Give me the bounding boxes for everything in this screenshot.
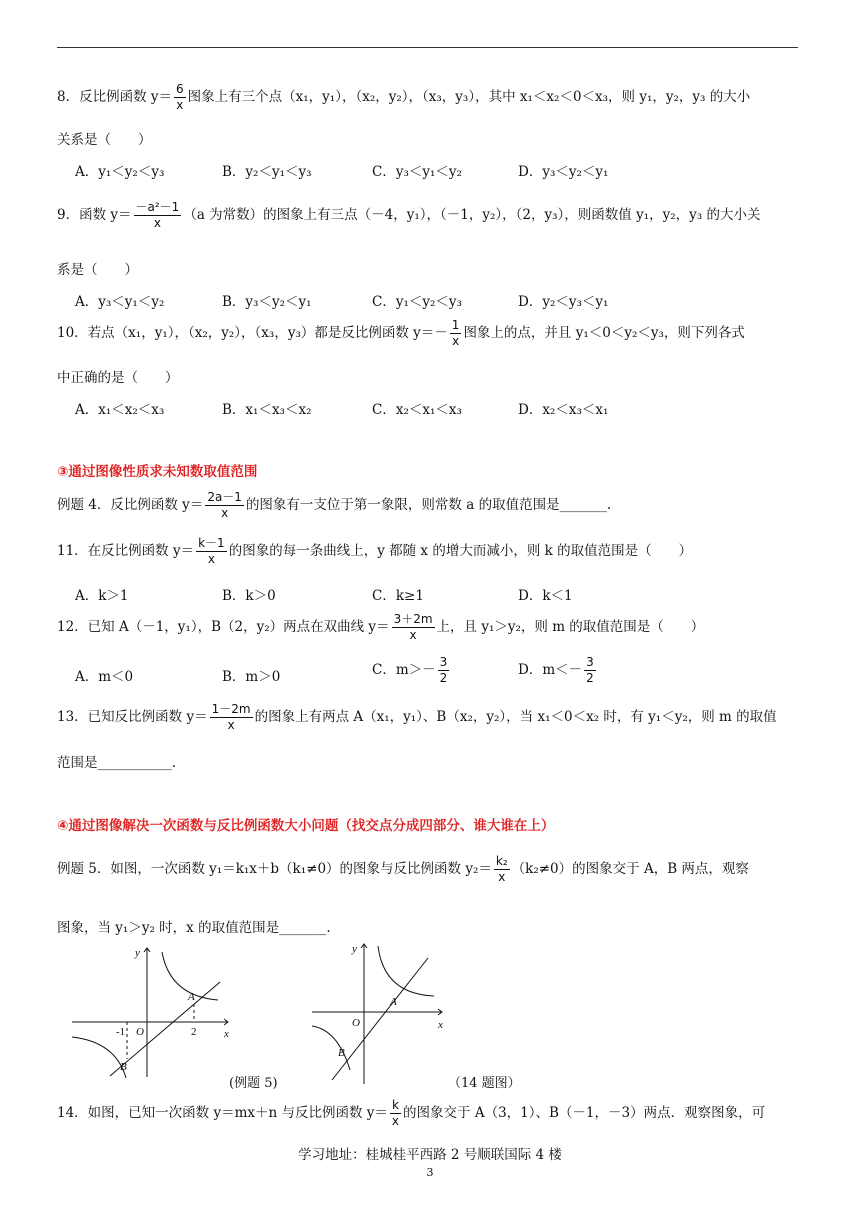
frac-den: 2 bbox=[586, 671, 594, 685]
footer-address: 学习地址：桂城桂平西路 2 号顺联国际 4 楼 bbox=[298, 1147, 562, 1163]
q12-option-c-fraction bbox=[438, 655, 450, 686]
q12-line bbox=[57, 612, 704, 643]
label-a: A bbox=[188, 991, 195, 1003]
frac-num: 6 bbox=[176, 82, 184, 96]
q12-option-c bbox=[372, 655, 451, 686]
q8-option-b: B．y₂＜y₁＜y₃ bbox=[222, 164, 312, 180]
q10-line1 bbox=[57, 318, 745, 349]
ex5-text-a: 例题 5．如图，一次函数 y₁＝k₁x＋b（k₁≠0）的图象与反比例函数 y₂＝ bbox=[57, 861, 492, 877]
q14-line bbox=[57, 1098, 765, 1129]
frac-den: x bbox=[207, 552, 215, 566]
q9-text-b: （a 为常数）的图象上有三点（－4，y₁），（－1，y₂），（2，y₃），则函数值 y₁，y₂，y₃ 的大小关 bbox=[183, 207, 761, 223]
q12-option-d-fraction bbox=[584, 655, 596, 686]
q10-fraction bbox=[450, 318, 462, 349]
label-origin: O bbox=[352, 1017, 360, 1029]
q12-option-c-text: C．m＞－ bbox=[372, 662, 436, 678]
frac-den: x bbox=[391, 1114, 400, 1128]
q9-option-b: B．y₃＜y₂＜y₁ bbox=[222, 294, 312, 310]
frac-den: x bbox=[409, 628, 417, 642]
q10-line2: 中正确的是（ ） bbox=[57, 370, 179, 386]
q12-text-a: 12．已知 A（－1，y₁），B（2，y₂）两点在双曲线 y＝ bbox=[57, 619, 390, 635]
ex4-text-a: 例题 4．反比例函数 y＝ bbox=[57, 497, 204, 513]
q9-text-a: 9．函数 y＝ bbox=[57, 207, 132, 223]
q8-text-a: 8．反比例函数 y＝ bbox=[57, 89, 173, 105]
frac-den: x bbox=[452, 334, 460, 348]
q9-option-c: C．y₁＜y₂＜y₃ bbox=[372, 294, 462, 310]
frac-num: －a²－1 bbox=[135, 200, 180, 214]
ex5-fraction bbox=[494, 854, 510, 885]
figure-caption-q14: （14 题图） bbox=[448, 1076, 521, 1091]
frac-num: 3 bbox=[439, 655, 448, 669]
frac-den: 2 bbox=[439, 671, 448, 685]
q9-line1 bbox=[57, 200, 761, 231]
q8-option-a: A．y₁＜y₂＜y₃ bbox=[75, 164, 165, 180]
q10-option-a: A．x₁＜x₂＜x₃ bbox=[75, 402, 165, 418]
q11-fraction bbox=[196, 536, 227, 567]
q13-line1 bbox=[57, 702, 777, 733]
q12-option-a: A．m＜0 bbox=[75, 669, 134, 685]
q10-option-b: B．x₁＜x₃＜x₂ bbox=[222, 402, 312, 418]
frac-den: x bbox=[176, 98, 184, 112]
label-y: y bbox=[352, 943, 357, 955]
q8-option-c: C．y₃＜y₁＜y₂ bbox=[372, 164, 462, 180]
q11-option-c: C．k≥1 bbox=[372, 588, 424, 604]
q9-option-d: D．y₂＜y₃＜y₁ bbox=[518, 294, 609, 310]
q12-option-d bbox=[518, 655, 598, 686]
q8-line2: 关系是（ ） bbox=[57, 132, 152, 148]
frac-num: k－1 bbox=[198, 536, 225, 550]
frac-den: x bbox=[498, 870, 506, 884]
ex5-line2: 图象，当 y₁＞y₂ 时，x 的取值范围是_______. bbox=[57, 920, 331, 936]
q8-line1 bbox=[57, 82, 750, 113]
q13-line2: 范围是___________. bbox=[57, 755, 177, 771]
q14-text-a: 14．如图，已知一次函数 y＝mx＋n 与反比例函数 y＝ bbox=[57, 1105, 388, 1121]
q12-option-d-text: D．m＜－ bbox=[518, 662, 583, 678]
figure-example5-graph bbox=[70, 942, 240, 1082]
q8-option-d: D．y₃＜y₂＜y₁ bbox=[518, 164, 609, 180]
q10-text-b: 图象上的点，并且 y₁＜0＜y₂＜y₃，则下列各式 bbox=[463, 325, 745, 341]
q12-text-b: 上，且 y₁＞y₂，则 m 的取值范围是（ ） bbox=[436, 619, 705, 635]
q10-option-d: D．x₂＜x₃＜x₁ bbox=[518, 402, 609, 418]
q10-option-c: C．x₂＜x₁＜x₃ bbox=[372, 402, 462, 418]
q9-fraction bbox=[134, 200, 182, 231]
figure-caption-example5: (例题 5) bbox=[229, 1076, 278, 1091]
frac-num: 2a－1 bbox=[207, 490, 242, 504]
frac-num: k bbox=[390, 1098, 401, 1114]
q11-text-b: 的图象的每一条曲线上，y 都随 x 的增大而减小，则 k 的取值范围是（ ） bbox=[228, 543, 693, 559]
q11-option-d: D．k＜1 bbox=[518, 588, 573, 604]
q11-option-a: A．k＞1 bbox=[75, 588, 129, 604]
linear-function-line bbox=[332, 958, 428, 1080]
label-a: A bbox=[390, 996, 397, 1008]
q9-line2: 系是（ ） bbox=[57, 262, 138, 278]
q10-text-a: 10．若点（x₁，y₁），（x₂，y₂），（x₃，y₃）都是反比例函数 y＝－ bbox=[57, 325, 448, 341]
page-number: 3 bbox=[426, 1166, 434, 1179]
header-rule bbox=[57, 47, 798, 48]
q11-text-a: 11．在反比例函数 y＝ bbox=[57, 543, 195, 559]
q14-fraction bbox=[390, 1098, 401, 1129]
label-y: y bbox=[135, 947, 140, 959]
q13-fraction bbox=[210, 702, 253, 733]
frac-den: x bbox=[153, 216, 161, 230]
frac-den: x bbox=[227, 718, 235, 732]
ex5-line1 bbox=[57, 854, 749, 885]
q8-fraction bbox=[174, 82, 186, 113]
ex5-text-b: （k₂≠0）的图象交于 A，B 两点，观察 bbox=[511, 861, 749, 877]
frac-num: 3 bbox=[586, 655, 594, 669]
label-b: B bbox=[338, 1047, 345, 1059]
section-heading-3: ③通过图像性质求未知数取值范围 bbox=[57, 464, 258, 480]
label-2: 2 bbox=[191, 1026, 197, 1038]
q8-text-b: 图象上有三个点（x₁，y₁），（x₂，y₂），（x₃，y₃），其中 x₁＜x₂＜0＜x₃，则 y₁，y₂，y₃ 的大小 bbox=[187, 89, 751, 105]
label-origin: O bbox=[136, 1026, 144, 1038]
frac-num: 3＋2m bbox=[393, 612, 433, 626]
frac-num: 1 bbox=[451, 318, 460, 332]
hyperbola-branch-upper bbox=[378, 946, 434, 996]
q12-option-b: B．m＞0 bbox=[222, 669, 281, 685]
hyperbola-branch-lower bbox=[72, 1037, 126, 1078]
q9-option-a: A．y₃＜y₁＜y₂ bbox=[75, 294, 165, 310]
label-neg1: -1 bbox=[116, 1026, 126, 1038]
section-heading-4: ④通过图像解决一次函数与反比例函数大小问题（找交点分成四部分、谁大谁在上） bbox=[57, 818, 555, 834]
figure-q14-graph bbox=[310, 938, 450, 1088]
frac-den: x bbox=[221, 506, 229, 520]
ex4-line bbox=[57, 490, 611, 521]
label-x: x bbox=[438, 1019, 443, 1031]
q14-text-b: 的图象交于 A（3，1）、B（－1，－3）两点．观察图象，可 bbox=[403, 1105, 766, 1121]
ex4-text-b: 的图象有一支位于第一象限，则常数 a 的取值范围是_______. bbox=[245, 497, 612, 513]
frac-num: 1－2m bbox=[211, 702, 251, 716]
q12-fraction bbox=[392, 612, 435, 643]
q11-option-b: B．k＞0 bbox=[222, 588, 276, 604]
label-b: B bbox=[120, 1061, 127, 1073]
q13-text-a: 13．已知反比例函数 y＝ bbox=[57, 709, 208, 725]
ex4-fraction bbox=[205, 490, 244, 521]
q13-text-b: 的图象上有两点 A（x₁，y₁）、B（x₂，y₂），当 x₁＜0＜x₂ 时，有 y₁＜y₂，则 m 的取值 bbox=[254, 709, 777, 725]
label-x: x bbox=[224, 1028, 229, 1040]
q11-line bbox=[57, 536, 692, 567]
frac-num: k₂ bbox=[495, 854, 508, 868]
